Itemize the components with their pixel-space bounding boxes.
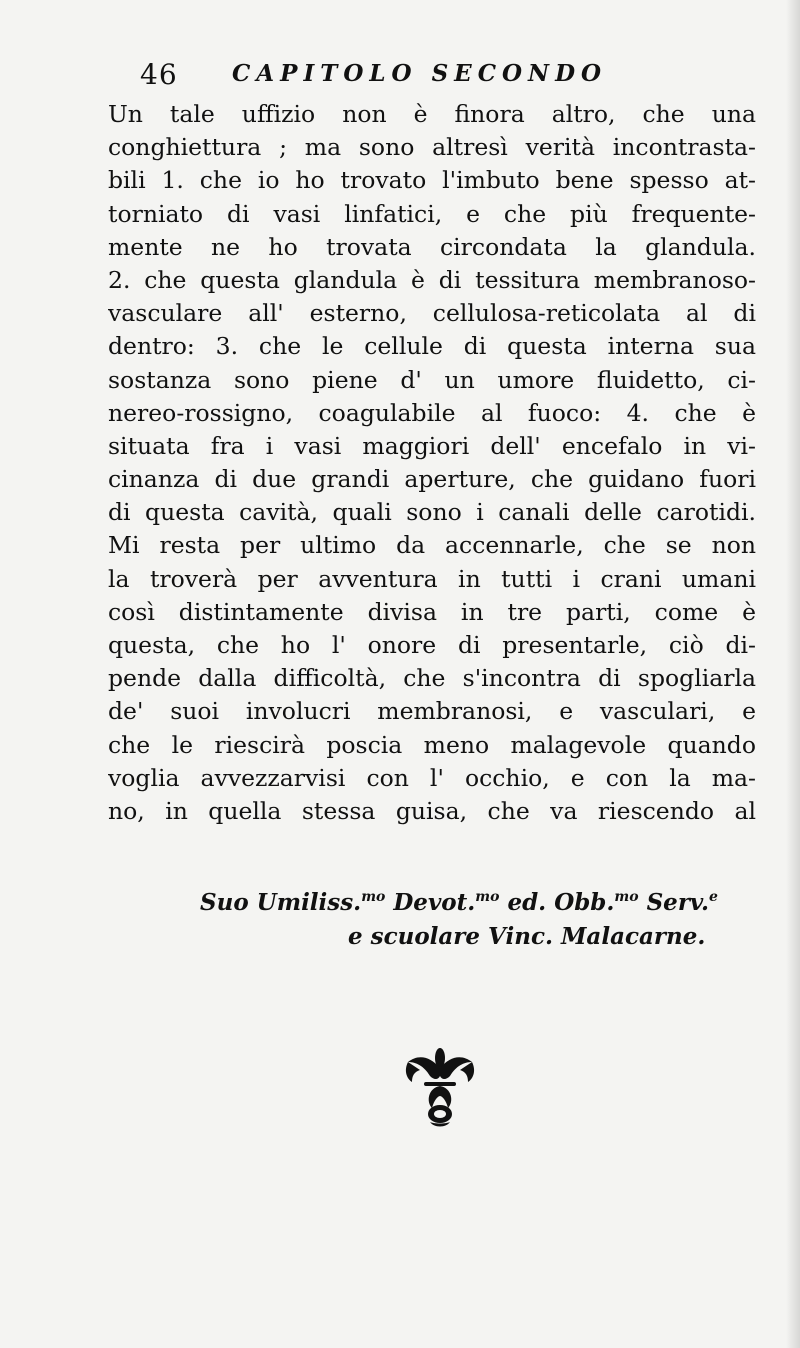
text-line: de' suoi involucri membranosi, e vasculari, e [108,697,756,726]
text-line: 2. che questa glandula è di tessitura membranoso- [108,265,756,294]
text-line: vasculare all' esterno, cellulosa-reticolata al di [108,299,756,328]
text-line: la troverà per avventura in tutti i crani umani [108,564,756,593]
text-line: questa, che ho l' onore di presentarle, ciò di- [108,631,756,659]
signature-text: ed. Obb. [499,889,615,916]
page-number: 46 [140,58,178,91]
signature-line-name: e scuolare Vinc. Malacarne. [348,923,706,950]
text-line: no, in quella stessa guisa, che va riescendo al [108,796,756,825]
text-line: dentro: 3. che le cellule di questa interna sua [108,332,756,361]
running-title: CAPITOLO SECONDO [232,60,608,87]
text-line: bili 1. che io ho trovato l'imbuto bene spesso at- [108,166,756,195]
text-line: situata fra i vasi maggiori dell' encefalo in vi- [108,431,756,460]
text-line: mente ne ho trovata circondata la glandula. [108,232,756,261]
signature-superscript: mo [475,889,500,905]
body-text [108,98,756,828]
signature-line-closing [0,880,800,920]
signature-text: Suo Umiliss. [200,889,362,916]
text-line: che le riescirà poscia meno malagevole quando [108,730,756,759]
signature-block [0,880,800,954]
signature-superscript: e [709,889,718,905]
text-line: sostanza sono piene d' un umore fluidetto, ci- [108,365,756,394]
text-line: Un tale uffizio non è finora altro, che una [108,100,756,128]
text-line: Mi resta per ultimo da accennarle, che se non [108,531,756,560]
text-line: di questa cavità, quali sono i canali delle carotidi. [108,498,756,527]
text-line: pende dalla difficoltà, che s'incontra di spogliarla [108,664,756,693]
signature-superscript: mo [361,889,386,905]
text-line: conghiettura ; ma sono altresì verità incontrasta- [108,133,756,162]
signature-superscript: mo [614,889,639,905]
text-line: così distintamente divisa in tre parti, come è [108,597,756,626]
page-edge-shadow [786,0,800,1348]
text-line: cinanza di due grandi aperture, che guidano fuori [108,465,756,494]
text-line: nereo-rossigno, coagulabile al fuoco: 4. che è [108,398,756,427]
page-header [140,58,760,94]
text-line: voglia avvezzarvisi con l' occhio, e con la ma- [108,763,756,792]
text-line: torniato di vasi linfatici, e che più frequente- [108,199,756,228]
signature-text: Devot. [385,889,476,916]
floral-fleuron-icon [400,1046,480,1130]
signature-text: Serv. [638,889,709,916]
